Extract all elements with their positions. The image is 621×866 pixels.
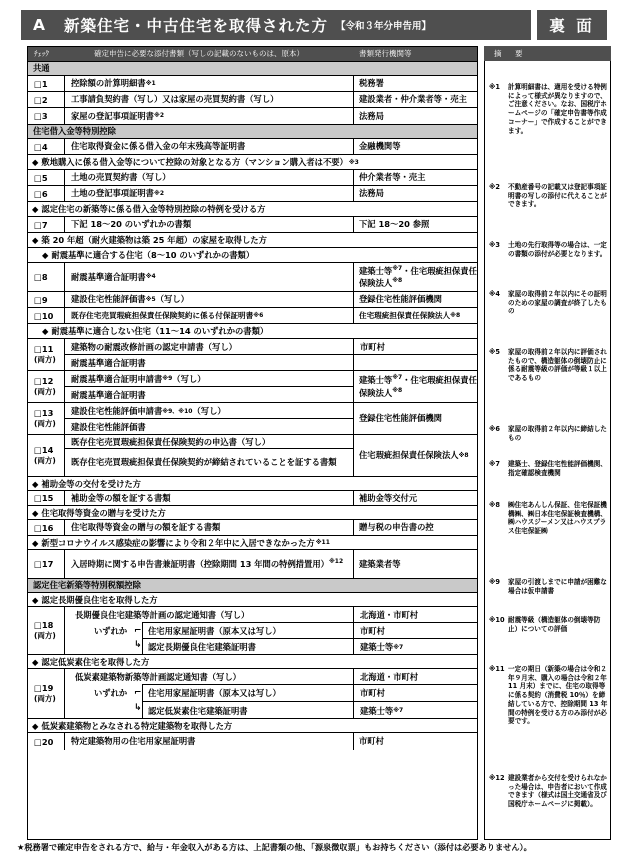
table-row	[28, 108, 477, 125]
subsection-gift: ◆ 住宅取得等資金の贈与を受けた方	[28, 506, 477, 520]
subsection-longterm: ◆ 認定長期優良住宅を取得した方	[28, 593, 477, 607]
row-issuer: 法務局	[359, 110, 384, 121]
note-7: ※7 建築士、登録住宅性能評価機関、指定確認検査機関	[489, 460, 607, 477]
row-issuer: 建設業者・仲介業者等・売主	[359, 94, 467, 105]
table-row	[28, 292, 477, 308]
section-letter: A	[33, 16, 46, 34]
table-row	[28, 217, 477, 233]
row-issuer: 住宅瑕疵担保責任保険法人 ※8	[359, 310, 461, 320]
note-4: ※4 家屋の取得前２年以内にその証明のための家屋の調査が終了したもの	[489, 290, 607, 316]
row-checkbox[interactable]: □8	[28, 263, 65, 291]
row-checkbox[interactable]: □20	[28, 733, 65, 750]
row-document: 耐震基準適合証明申請書 ※9 （写し）	[65, 370, 354, 387]
row-checkbox[interactable]: □3	[28, 108, 65, 124]
note-12: ※12 建設業者から交付を受けられなかった場合は、申告者において作成できます（様式は国土交通省及び国税庁ホームページに掲載）。	[489, 774, 607, 809]
table-row-18	[28, 607, 477, 655]
note-3: ※3 土地の先行取得等の場合は、一定の書類の添付が必要となります。	[489, 241, 607, 258]
header-docs: 確定申告に必要な添付書類（写しの記載のないものは、原本）	[94, 49, 304, 58]
notes-box	[484, 61, 611, 840]
row-document: 土地の売買契約書（写し）	[65, 170, 354, 185]
row-issuer: 登録住宅性能評価機関	[359, 294, 442, 305]
row-document: 既存住宅売買瑕疵担保責任保険契約の申込書（写し）	[65, 434, 354, 449]
row-document: 下記 18～20 のいずれかの書類	[65, 217, 354, 232]
row-issuer: 補助金等交付元	[359, 492, 418, 503]
page-title: 新築住宅・中古住宅を取得された方	[64, 17, 329, 35]
row-issuer: 北海道・市町村	[360, 671, 419, 682]
table-row-12	[28, 371, 477, 403]
row-checkbox[interactable]: □15	[28, 491, 65, 505]
row-checkbox[interactable]: □10	[28, 308, 65, 323]
row-document: 住宅取得等資金の贈与の額を証する書類	[65, 520, 354, 535]
note-9: ※9 家屋の引渡しまでに申請が困難な場合は仮申請書	[489, 578, 607, 595]
table-row	[28, 263, 477, 292]
row-issuer: 市町村	[360, 341, 385, 352]
row-checkbox[interactable]: □18 (両方)	[28, 607, 65, 654]
note-2: ※2 不動産番号の記載又は登記事項証明書の写しの添付に代えることができます。	[489, 183, 607, 209]
subsection-corona: ◆ 新型コロナウイルス感染症の影響により令和２年中に入居できなかった方 ※11	[28, 536, 477, 550]
bracket-top-icon: ⌐	[134, 626, 142, 636]
table-row-13	[28, 403, 477, 435]
note-1: ※1 計算明細書は、適用を受ける特例によって様式が異なりますので、ご注意ください。なお、国税庁ホームページの「確定申告書等作成コーナー」で作成することができます。	[489, 83, 607, 135]
row-issuer-3: 建築士等 ※7	[354, 701, 477, 719]
row-issuer: 住宅瑕疵担保責任保険法人 ※8	[359, 450, 469, 461]
row-document-2: 耐震基準適合証明書	[65, 354, 354, 370]
section-special2: 認定住宅新築等特別税額控除	[28, 579, 477, 593]
either-label: いずれか	[94, 626, 128, 636]
table-row-11	[28, 339, 477, 371]
table-header	[28, 47, 477, 62]
row-issuer: 法務局	[359, 188, 384, 199]
note-11: ※11 一定の期日（新築の場合は令和２年９月末、購入の場合は令和２年 11 月末）までに、住宅の取得等に係る契約（消費税 10％）を締結している方で、控除期間 13 年間の特例を受ける方のみ添付が必要です。	[489, 665, 608, 726]
row-checkbox[interactable]: □4	[28, 139, 65, 154]
row-document: 住宅取得資金に係る借入金の年末残高等証明書	[65, 139, 354, 154]
row-issuer-2: 市町村	[354, 684, 477, 701]
row-document: 建設住宅性能評価申請書 ※9、※10 （写し）	[65, 402, 354, 419]
subsection-notmeet: ◆ 耐震基準に適合しない住宅（11～14 のいずれかの書類）	[28, 324, 477, 339]
row-document: 入居時期に関する申告書兼証明書（控除期間 13 年間の特例措置用）$^{※12}$	[65, 550, 354, 578]
row-document: 長期優良住宅建築等計画の認定通知書（写し）	[65, 606, 354, 623]
table-row	[28, 550, 477, 579]
row-document: 家屋の登記事項証明書 ※2	[65, 108, 354, 124]
subsection-lowcarbon2: ◆ 低炭素建築物とみなされる特定建築物を取得した方	[28, 719, 477, 733]
row-checkbox[interactable]: □13 (両方)	[28, 403, 65, 434]
table-row	[28, 491, 477, 506]
page-subtitle: 【令和３年分申告用】	[336, 21, 432, 32]
row-document-2: 既存住宅売買瑕疵担保責任保険契約が締結されていることを証する書類	[65, 448, 354, 476]
row-document-2: 建設住宅性能評価書	[65, 418, 354, 434]
row-issuer: 登録住宅性能評価機関	[359, 413, 442, 424]
row-document-3: 認定長期優良住宅建築証明書	[142, 638, 354, 655]
header-check: ﾁｪｯｸ	[34, 49, 49, 58]
table-row	[28, 520, 477, 536]
row-issuer: 市町村	[359, 736, 384, 747]
subsection-over20: ◆ 築 20 年超（耐火建築物は築 25 年超）の家屋を取得した方	[28, 233, 477, 248]
row-checkbox[interactable]: □17	[28, 550, 65, 578]
row-checkbox[interactable]: □14 (両方)	[28, 435, 65, 476]
subsection-meets: ◆ 耐震基準に適合する住宅（8～10 のいずれかの書類）	[28, 248, 477, 263]
row-document-2: 住宅用家屋証明書（原本又は写し）	[142, 684, 354, 701]
row-issuer-2: 市町村	[354, 622, 477, 638]
row-checkbox[interactable]: □5	[28, 170, 65, 185]
subsection-land: ◆ 敷地購入に係る借入金等について控除の対象となる方（マンション購入者は不要） ※3	[28, 155, 477, 170]
row-document-3: 認定低炭素住宅建築証明書	[142, 701, 354, 719]
table-row	[28, 92, 477, 108]
table-row	[28, 139, 477, 155]
notes-header: 摘 要	[484, 46, 611, 61]
row-checkbox[interactable]: □6	[28, 186, 65, 201]
row-checkbox[interactable]: □9	[28, 292, 65, 307]
row-issuer: 贈与税の申告書の控	[359, 522, 434, 533]
row-checkbox[interactable]: □12 (両方)	[28, 371, 65, 402]
note-5: ※5 家屋の取得前２年以内に評価されたもので、構造躯体の倒壊防止に係る耐震等級の評価が等級１以上であるもの	[489, 348, 607, 383]
row-document: 低炭素建築物新築等計画認定通知書（写し）	[65, 668, 354, 685]
table-row	[28, 733, 477, 750]
note-8: ※8 ㈱住宅あんしん保証、住宅保証機構㈱、㈱日本住宅保証検査機構、㈱ハウスジーメン又はハウスプラス住宅保証㈱	[489, 501, 607, 536]
note-10: ※10 耐震等級（構造躯体の倒壊等防止）についての評価	[489, 616, 601, 633]
page-title-banner	[21, 10, 531, 40]
checklist-table	[27, 46, 478, 840]
table-row	[28, 186, 477, 202]
notes-column	[484, 46, 611, 840]
row-document: 耐震基準適合証明書 ※4	[65, 263, 354, 291]
table-row	[28, 308, 477, 324]
row-checkbox[interactable]: □1	[28, 76, 65, 91]
subsection-subsidy: ◆ 補助金等の交付を受けた方	[28, 477, 477, 491]
row-checkbox[interactable]: □16	[28, 520, 65, 535]
row-document: 特定建築物用の住宅用家屋証明書	[65, 733, 354, 750]
footer-note: ★税務署で確定申告をされる方で、給与・年金収入がある方は、上記書類の他、「源泉徴収票」もお持ちください（添付は必要ありません）。	[17, 842, 532, 852]
header-issuer: 書類発行機関等	[359, 49, 412, 58]
row-issuer: 仲介業者等・売主	[359, 172, 426, 183]
row-issuer: 建築士等$^{※7}$・住宅瑕疵担保責任保険法人$^{※8}$	[359, 265, 477, 288]
table-row-19	[28, 669, 477, 719]
row-checkbox[interactable]: □19 (両方)	[28, 669, 65, 718]
row-document: 既存住宅売買瑕疵担保責任保険契約に係る付保証明書 ※6	[65, 308, 354, 323]
row-document: 控除額の計算明細書 ※1	[65, 76, 354, 91]
arrow-down-icon: ↳	[134, 640, 142, 650]
table-row	[28, 76, 477, 92]
bracket-top-icon: ⌐	[134, 688, 142, 698]
row-issuer-3: 建築士等 ※7	[354, 638, 477, 655]
either-label: いずれか	[94, 688, 128, 698]
row-checkbox[interactable]: □2	[28, 92, 65, 107]
note-6: ※6 家屋の取得前２年以内に締結したもの	[489, 425, 607, 442]
row-issuer-2	[354, 354, 477, 370]
subsection-lowcarbon: ◆ 認定低炭素住宅を取得した方	[28, 655, 477, 669]
row-checkbox[interactable]: □11 (両方)	[28, 339, 65, 370]
row-document-2: 耐震基準適合証明書	[65, 386, 354, 402]
arrow-down-icon: ↳	[134, 703, 142, 713]
section-loan: 住宅借入金等特別控除	[28, 125, 477, 139]
table-row-14	[28, 435, 477, 477]
row-checkbox[interactable]: □7	[28, 217, 65, 232]
table-row	[28, 170, 477, 186]
row-document: 建築物の耐震改修計画の認定申請書（写し）	[65, 338, 354, 355]
row-document: 建設住宅性能評価書 ※5 （写し）	[65, 292, 354, 307]
row-document: 工事請負契約書（写し）又は家屋の売買契約書（写し）	[65, 92, 354, 107]
row-issuer: 税務署	[359, 78, 384, 89]
row-issuer: 下記 18～20 参照	[359, 219, 430, 230]
section-common: 共通	[28, 62, 477, 76]
row-issuer: 金融機関等	[359, 141, 401, 152]
row-document: 土地の登記事項証明書 ※2	[65, 186, 354, 201]
row-issuer: 建築士等$^{※7}$・住宅瑕疵担保責任保険法人$^{※8}$	[359, 374, 477, 398]
subsection-special: ◆ 認定住宅の新築等に係る借入金等特別控除の特例を受ける方	[28, 202, 477, 217]
row-issuer: 建築業者等	[359, 558, 401, 569]
row-document-2: 住宅用家屋証明書（原本又は写し）	[142, 622, 354, 638]
row-document: 補助金等の額を証する書類	[65, 491, 354, 505]
row-issuer: 北海道・市町村	[360, 609, 419, 620]
reverse-side-label: 裏 面	[537, 10, 607, 40]
